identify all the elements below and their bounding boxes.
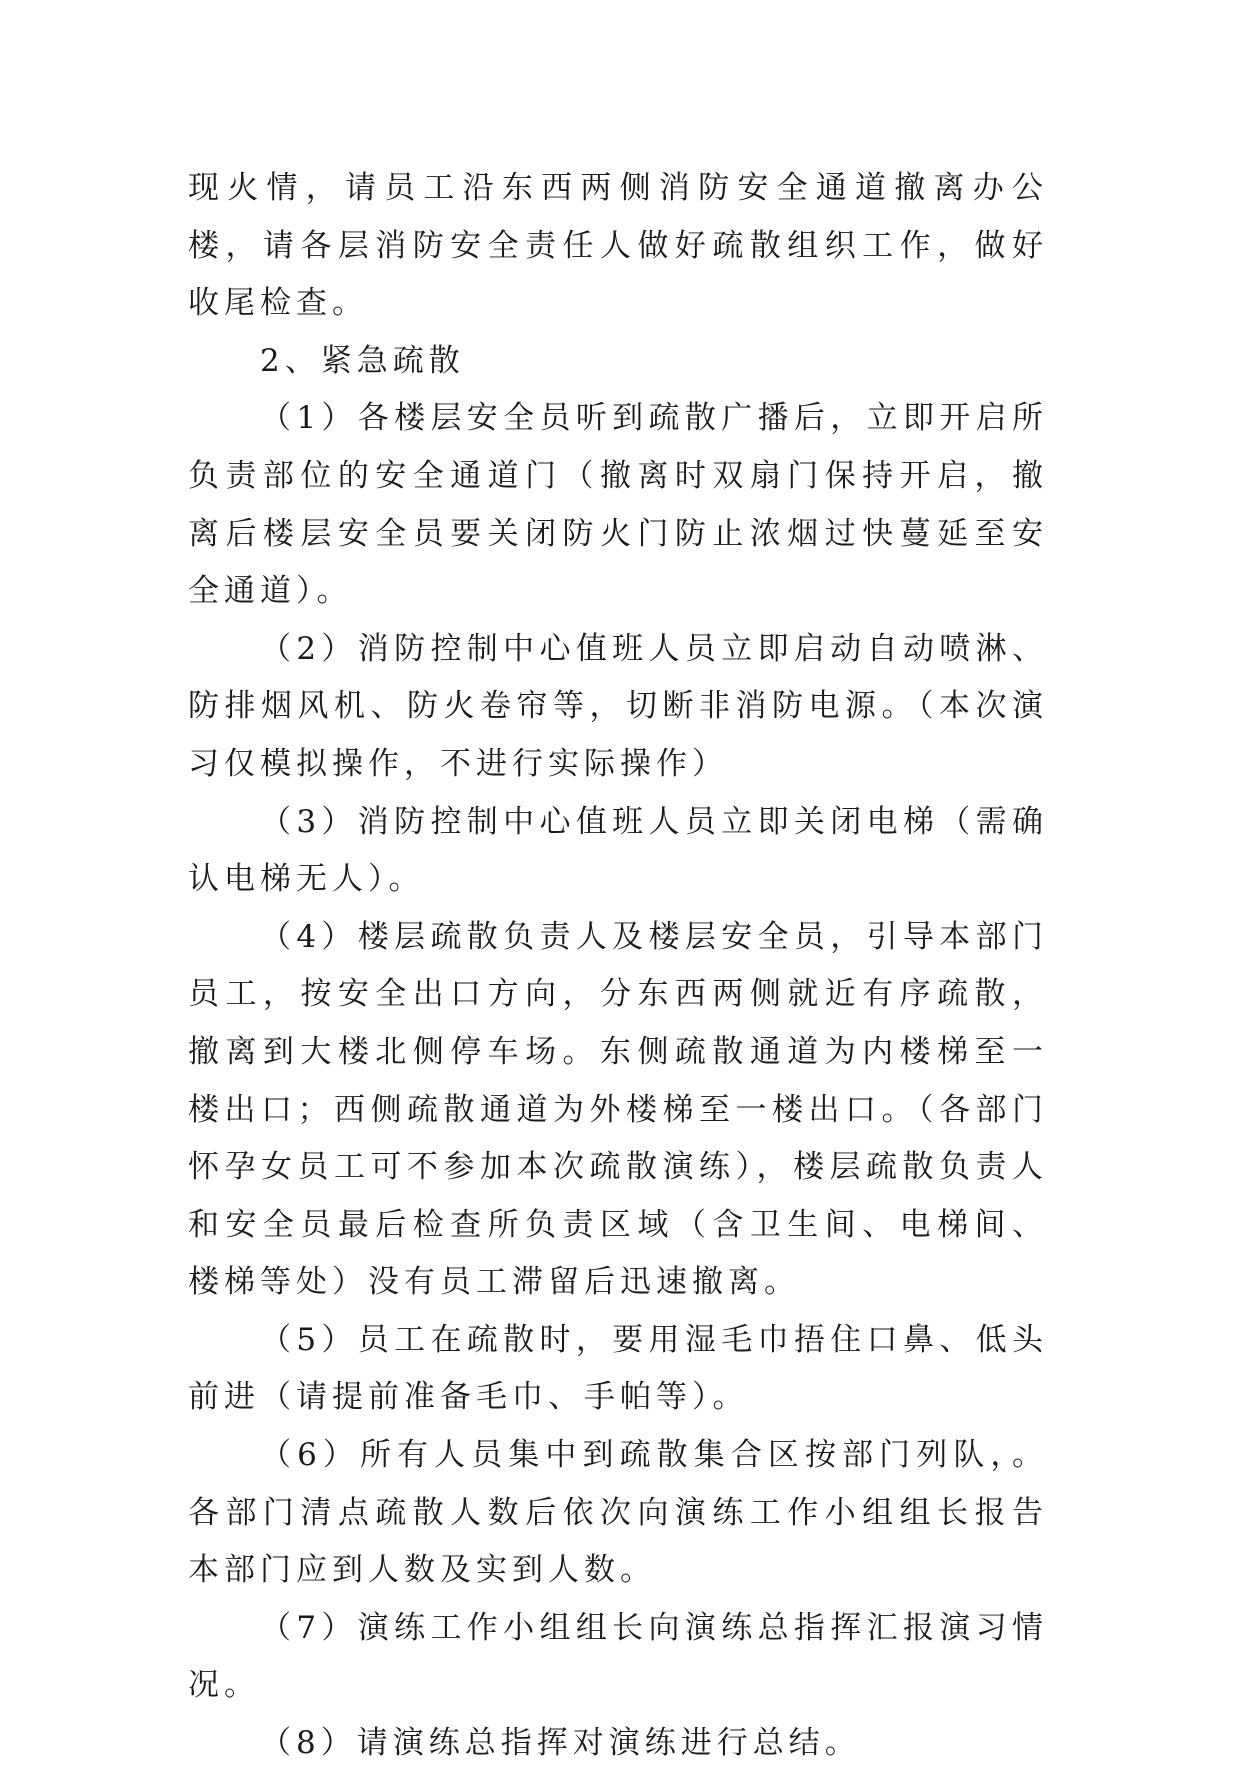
paragraph-item-1: （1）各楼层安全员听到疏散广播后，立即开启所负责部位的安全通道门（撤离时双扇门保持开启，撤离后楼层安全员要关闭防火门防止浓烟过快蔓延至安全通道）。 bbox=[188, 400, 1048, 610]
paragraph-item-4: （4）楼层疏散负责人及楼层安全员，引导本部门员工，按安全出口方向，分东西两侧就近有序疏散，撤离到大楼北侧停车场。东侧疏散通道为内楼梯至一楼出口；西侧疏散通道为外楼梯至一楼出口。（各部门怀孕女员工可不参加本次疏散演练），楼层疏散负责人和安全员最后检查所负责区域（含卫生间、电梯间、楼梯等处）没有员工滞留后迅速撤离。 bbox=[188, 918, 1048, 1301]
paragraph-item-8: （8）请演练总指挥对演练进行总结。 bbox=[260, 1725, 861, 1762]
section-heading-emergency-evacuation: 2、紧急疏散 bbox=[260, 342, 465, 379]
paragraph-item-7: （7）演练工作小组组长向演练总指挥汇报演习情况。 bbox=[188, 1609, 1048, 1704]
paragraph-item-2: （2）消防控制中心值班人员立即启动自动喷淋、防排烟风机、防火卷帘等，切断非消防电源。（本次演习仅模拟操作，不进行实际操作） bbox=[188, 630, 1048, 782]
paragraph-continuation: 现火情，请员工沿东西两侧消防安全通道撤离办公楼，请各层消防安全责任人做好疏散组织工作，做好收尾检查。 bbox=[188, 170, 1048, 322]
document-body bbox=[188, 160, 1048, 1773]
paragraph-item-5: （5）员工在疏散时，要用湿毛巾捂住口鼻、低头前进（请提前准备毛巾、手帕等）。 bbox=[188, 1321, 1048, 1416]
paragraph-item-6: （6）所有人员集中到疏散集合区按部门列队，。各部门清点疏散人数后依次向演练工作小组组长报告本部门应到人数及实到人数。 bbox=[188, 1437, 1048, 1589]
paragraph-item-3: （3）消防控制中心值班人员立即关闭电梯（需确认电梯无人）。 bbox=[188, 803, 1048, 898]
